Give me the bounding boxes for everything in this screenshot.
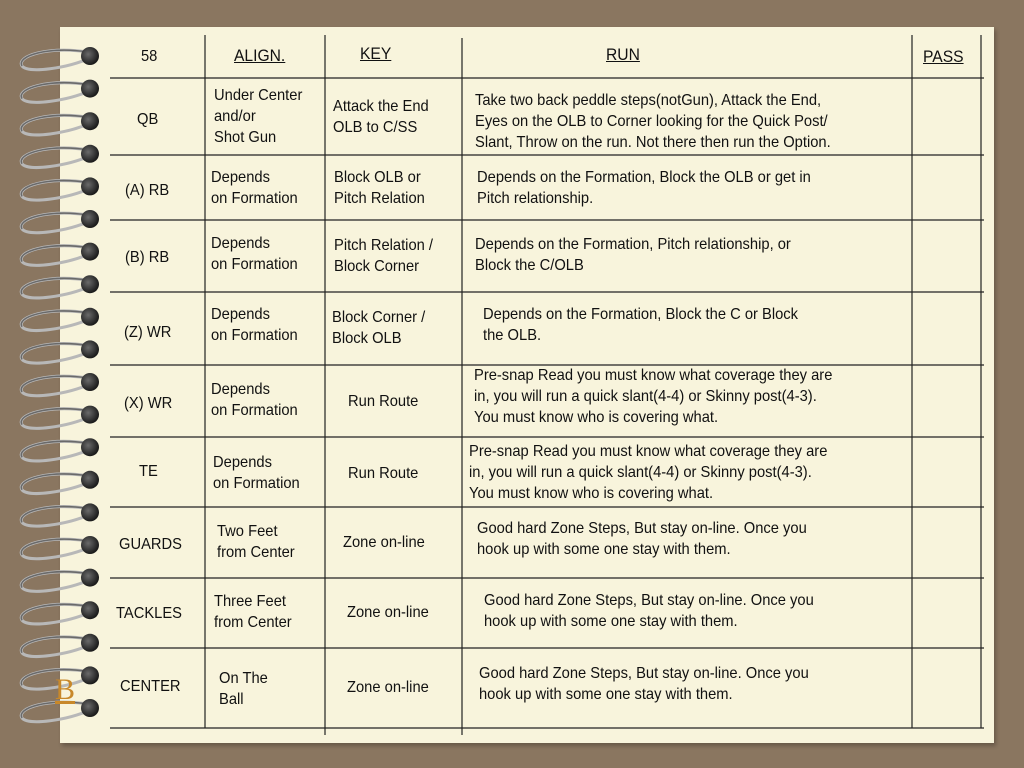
align-cell: On The Ball — [219, 670, 268, 708]
key-cell: Run Route — [348, 393, 419, 410]
position-label: CENTER — [120, 678, 181, 695]
run-cell: Pre-snap Read you must know what coverage they are in, you will run a quick slant(4-4) or Skinny post(4-3). You must know who is covering what. — [474, 367, 833, 426]
run-cell: Depends on the Formation, Block the OLB or get in Pitch relationship. — [477, 169, 811, 207]
align-cell: Two Feet from Center — [217, 523, 295, 561]
run-cell: Good hard Zone Steps, But stay on-line. Once you hook up with some one stay with them. — [479, 665, 809, 703]
run-cell: Good hard Zone Steps, But stay on-line. Once you hook up with some one stay with them. — [477, 520, 807, 558]
align-cell: Depends on Formation — [211, 381, 298, 419]
run-cell: Good hard Zone Steps, But stay on-line. Once you hook up with some one stay with them. — [484, 592, 814, 630]
key-cell: Block Corner / Block OLB — [332, 309, 426, 347]
align-cell: Depends on Formation — [211, 306, 298, 344]
align-cell: Under Center and/or Shot Gun — [214, 87, 303, 146]
header-align: ALIGN. — [234, 46, 286, 65]
header-pass: PASS — [923, 47, 964, 66]
key-cell: Run Route — [348, 465, 419, 482]
key-cell: Zone on-line — [343, 534, 425, 551]
run-cell: Pre-snap Read you must know what coverage they are in, you will run a quick slant(4-4) or Skinny post(4-3). You must know who is covering what. — [469, 443, 828, 502]
key-cell: Attack the End OLB to C/SS — [333, 98, 429, 136]
key-cell: Zone on-line — [347, 679, 429, 696]
run-cell: Depends on the Formation, Block the C or Block the OLB. — [483, 306, 798, 344]
position-label: GUARDS — [119, 536, 182, 553]
play-number: 58 — [141, 48, 158, 65]
align-cell: Three Feet from Center — [214, 593, 292, 631]
position-label: (A) RB — [125, 182, 170, 199]
side-mark: B — [55, 673, 76, 706]
position-label: QB — [137, 111, 159, 128]
position-label: (B) RB — [125, 249, 170, 266]
position-label: (X) WR — [124, 395, 173, 412]
position-label: TACKLES — [116, 605, 182, 622]
align-cell: Depends on Formation — [213, 454, 300, 492]
key-cell: Pitch Relation / Block Corner — [334, 237, 434, 275]
header-run: RUN — [606, 45, 640, 64]
header-key: KEY — [360, 44, 392, 63]
run-cell: Take two back peddle steps(notGun), Attack the End, Eyes on the OLB to Corner looking for the Quick Post/ Slant, Throw on the run. Not there then run the Option. — [475, 92, 831, 151]
position-label: (Z) WR — [124, 324, 172, 341]
align-cell: Depends on Formation — [211, 169, 298, 207]
align-cell: Depends on Formation — [211, 235, 298, 273]
key-cell: Block OLB or Pitch Relation — [334, 169, 425, 207]
run-cell: Depends on the Formation, Pitch relationship, or Block the C/OLB — [475, 236, 791, 274]
position-label: TE — [139, 463, 158, 480]
key-cell: Zone on-line — [347, 604, 429, 621]
